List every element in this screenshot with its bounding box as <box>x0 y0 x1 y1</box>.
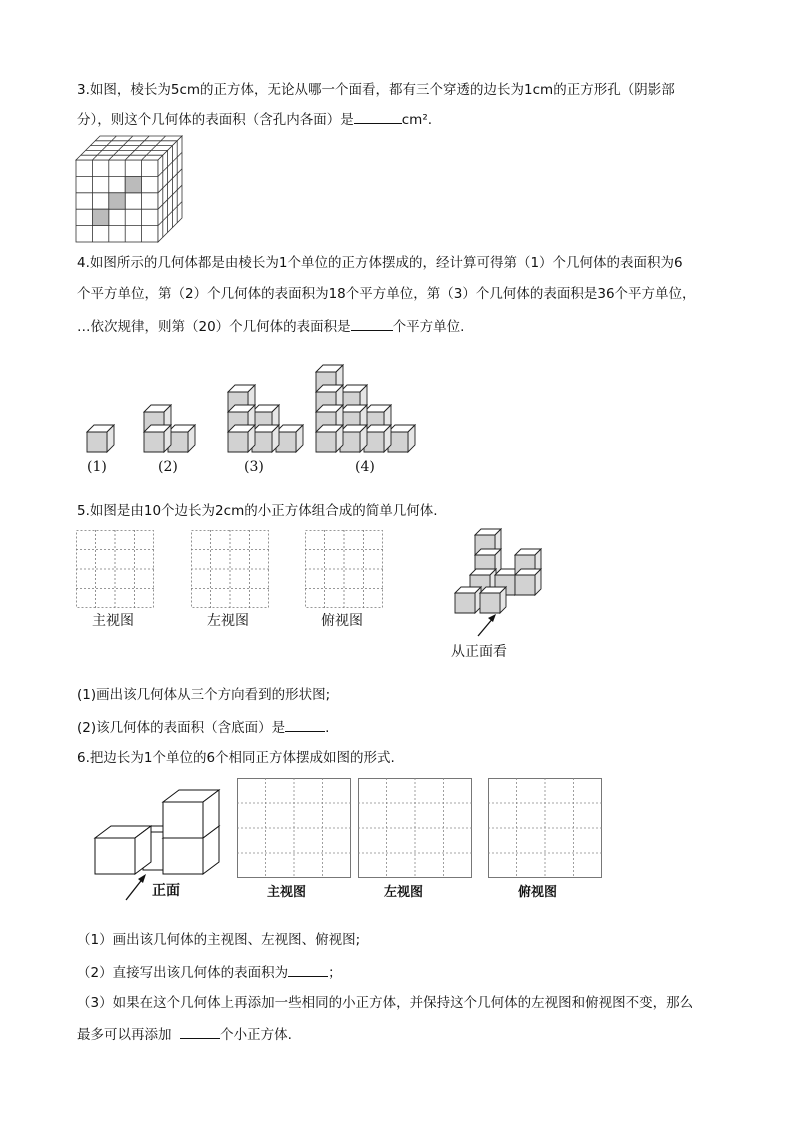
q6-sub3-line2-tail: 个小正方体. <box>220 1027 292 1043</box>
q6-left-view-grid[interactable] <box>358 778 472 878</box>
q4-line2: 个平方单位，第（2）个几何体的表面积为18个平方单位，第（3）个几何体的表面积是36个平方单位， <box>77 286 696 302</box>
q6-line1: 6.把边长为1个单位的6个相同正方体摆成如图的形式. <box>77 750 395 766</box>
q5-sub2-tail: . <box>325 720 330 736</box>
q5-view-arrow <box>474 612 500 638</box>
q5-label-main-view: 主视图 <box>92 613 134 629</box>
q3-hole-1 <box>125 176 141 192</box>
q4-cube-stack-figures <box>70 340 430 455</box>
q5-sub2 <box>77 717 329 738</box>
q5-sub1: (1)画出该几何体从三个方向看到的形状图; <box>77 687 331 703</box>
q6-sub2-tail: ； <box>328 965 342 981</box>
q4-fig3-cube-5 <box>252 425 279 452</box>
q3-perforated-cube-figure <box>76 136 186 242</box>
q4-line3-tail: 个平方单位. <box>392 319 465 335</box>
q5-cube-8 <box>480 587 506 613</box>
q3-line2 <box>77 109 432 130</box>
q3-unit: cm². <box>401 112 433 128</box>
q6-sub2 <box>77 962 342 983</box>
q5-line1: 5.如图是由10个边长为2cm的小正方体组合成的简单几何体. <box>77 503 438 519</box>
q3-line1: 3.如图，棱长为5cm的正方体，无论从哪一个面看，都有三个穿透的边长为1cm的正方形孔（阴影部 <box>77 82 675 98</box>
q6-sub3-line2-text: 最多可以再添加 <box>77 1027 172 1043</box>
q4-caption-2: (2) <box>158 459 178 475</box>
q5-sub2-text: (2)该几何体的表面积（含底面）是 <box>77 720 286 736</box>
q5-label-left-view: 左视图 <box>207 613 249 629</box>
q5-solid-figure <box>455 525 555 615</box>
q5-cube-7 <box>455 587 481 613</box>
q4-fig4-cube-10 <box>316 425 343 452</box>
q4-caption-1: (1) <box>87 459 107 475</box>
q5-answer-blank[interactable] <box>285 717 325 732</box>
q6-sub2-answer-blank[interactable] <box>288 962 328 977</box>
q4-answer-blank[interactable] <box>351 316 393 331</box>
q3-hole-2 <box>109 193 125 209</box>
q6-main-view-grid[interactable] <box>237 778 351 878</box>
q3-answer-blank[interactable] <box>354 109 402 124</box>
q4-caption-3: (3) <box>244 459 264 475</box>
q4-fig4-cube-9 <box>340 425 367 452</box>
q6-front-label: 正面 <box>152 883 180 899</box>
q6-sub3-line1: （3）如果在这个几何体上再添加一些相同的小正方体，并保持这个几何体的左视图和俯视图不变，那么 <box>77 995 694 1011</box>
q5-cube-6 <box>515 569 541 595</box>
q4-line3-text: …依次规律，则第（20）个几何体的表面积是 <box>77 319 351 335</box>
q5-top-view-grid[interactable] <box>305 530 383 608</box>
q5-label-top-view: 俯视图 <box>321 613 363 629</box>
q6-front-arrow <box>122 872 150 902</box>
q5-main-view-grid[interactable] <box>76 530 154 608</box>
q6-label-top-view: 俯视图 <box>518 885 558 900</box>
q5-arrow-label: 从正面看 <box>451 644 507 660</box>
q3-line2-text: 分），则这个几何体的表面积（含孔内各面）是 <box>77 112 354 128</box>
q4-line3 <box>77 316 464 337</box>
q4-fig2-cube-3 <box>144 425 171 452</box>
q6-sub3-answer-blank[interactable] <box>180 1024 220 1039</box>
q6-sub3-line2 <box>77 1024 292 1045</box>
q5-left-view-grid[interactable] <box>191 530 269 608</box>
q4-fig1-cube-1 <box>87 425 114 452</box>
q6-label-main-view: 主视图 <box>267 885 307 900</box>
q6-top-view-grid[interactable] <box>488 778 602 878</box>
q4-caption-4: (4) <box>355 459 375 475</box>
q3-hole-3 <box>92 209 108 225</box>
q4-line1: 4.如图所示的几何体都是由棱长为1个单位的正方体摆成的，经计算可得第（1）个几何体的表面积为6 <box>77 255 683 271</box>
q4-fig4-cube-7 <box>388 425 415 452</box>
q4-fig4-cube-8 <box>364 425 391 452</box>
q4-fig3-cube-4 <box>276 425 303 452</box>
q6-sub2-text: （2）直接写出该几何体的表面积为 <box>77 965 289 981</box>
q6-label-left-view: 左视图 <box>384 885 424 900</box>
q6-solid-figure <box>95 790 225 885</box>
q4-fig3-cube-6 <box>228 425 255 452</box>
q6-sub1: （1）画出该几何体的主视图、左视图、俯视图; <box>77 932 361 948</box>
q4-fig2-cube-2 <box>168 425 195 452</box>
